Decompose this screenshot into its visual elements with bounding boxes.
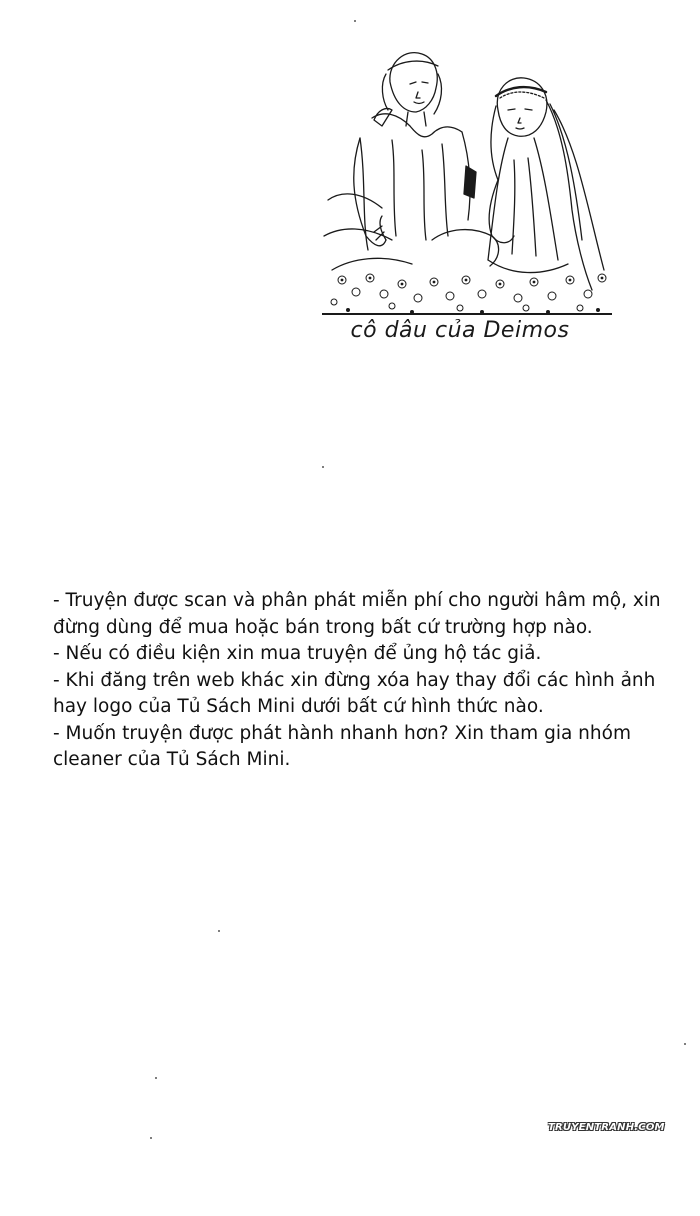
scan-speck <box>155 1077 157 1079</box>
scan-speck <box>322 466 324 468</box>
scan-speck <box>218 930 220 932</box>
scan-speck <box>684 1043 686 1045</box>
couple-sketch-icon <box>322 40 612 315</box>
notice-line: - Khi đăng trên web khác xin đừng xóa hay thay đổi các hình ảnh hay logo của Tủ Sách Mini dưới bất cứ hình thức nào. <box>53 669 656 717</box>
notice-line: - Muốn truyện được phát hành nhanh hơn? Xin tham gia nhóm cleaner của Tủ Sách Mini. <box>53 722 631 770</box>
cover-illustration <box>322 40 612 315</box>
notice-line: - Nếu có điều kiện xin mua truyện để ủng hộ tác giả. <box>53 643 542 664</box>
book-title-caption: cô dâu của Deimos <box>350 318 570 343</box>
notice-line: - Truyện được scan và phân phát miễn phí cho người hâm mộ, xin đừng dùng để mua hoặc bán trong bất cứ trường hợp nào. <box>53 590 661 638</box>
site-watermark: TRUYENTRANH.COM <box>548 1122 665 1133</box>
scan-speck <box>150 1137 152 1139</box>
scanlation-notice <box>53 588 683 774</box>
scan-speck <box>354 20 356 22</box>
